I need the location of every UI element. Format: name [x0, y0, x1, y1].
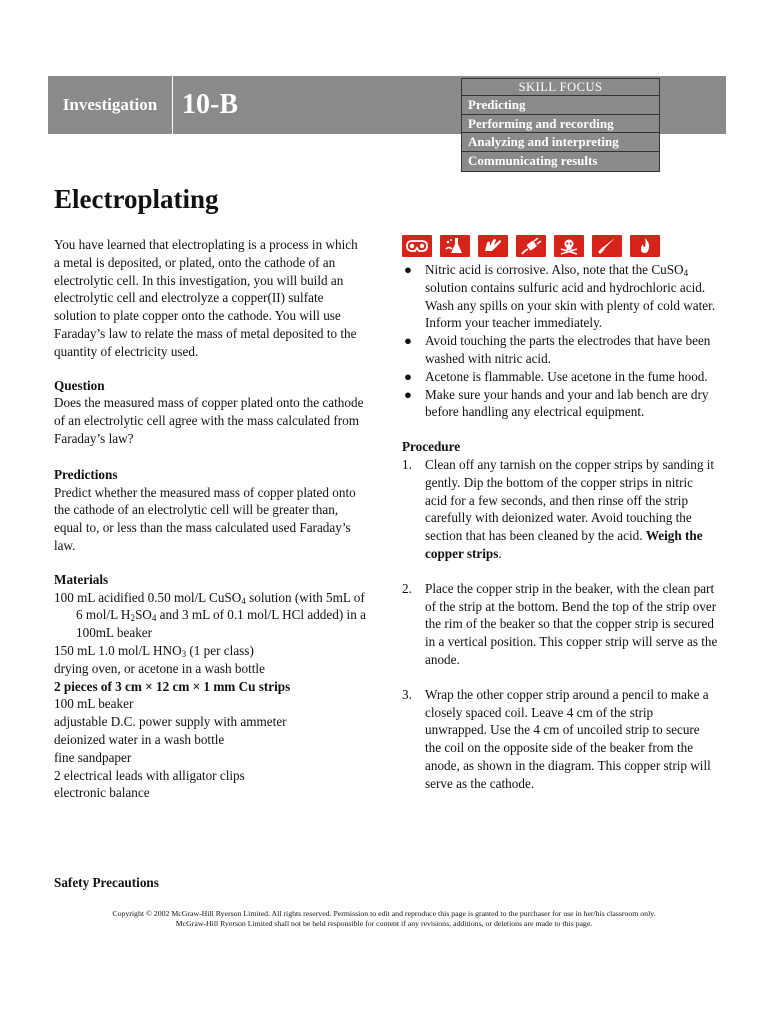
procedure-step: 2. Place the copper strip in the beaker, with the clean part of the strip at the bottom. Bend the top of the strip over the rim of the beaker so that the copper strip is secured in a vertical position. This copper strip will serve as the anode.: [402, 580, 718, 667]
bullet-marker: ●: [404, 333, 412, 349]
safety-bullet: ● Nitric acid is corrosive. Also, note that the CuSO$_4$ solution contains sulfuric acid and hydrochloric acid. Wash any spills on your skin with plenty of cold water. Inform your teacher immediately.: [404, 262, 716, 331]
eye-protection-icon: [402, 235, 432, 257]
safety-bullet: ● Make sure your hands and your and lab bench are dry before handling any electrical equipment.: [404, 386, 709, 420]
predictions-heading: Predictions: [54, 466, 118, 482]
question-heading: Question: [54, 377, 105, 393]
electrical-safety-icon: [516, 235, 546, 257]
material-item: 100 mL beaker: [54, 696, 134, 712]
material-item: fine sandpaper: [54, 749, 132, 765]
materials-section: [54, 571, 366, 802]
bullet-marker: ●: [404, 368, 412, 384]
sharp-object-icon: [592, 235, 622, 257]
bullet-marker: ●: [404, 386, 412, 402]
copyright-footer: [60, 909, 708, 929]
header-divider: [172, 76, 173, 134]
material-item: 100 mL acidified 0.50 mol/L CuSO$_4$ solution (with 5mL of 6 mol/L $H_2SO_4$ and 3 mL of 0.1 mol/L HCl added) in a 100mL beaker: [54, 589, 366, 641]
page-title: Electroplating: [54, 184, 219, 214]
material-item: electronic balance: [54, 785, 150, 801]
chemical-hazard-icon: [440, 235, 470, 257]
safety-icon-row: [402, 235, 718, 259]
material-item: 2 electrical leads with alligator clips: [54, 767, 245, 783]
skill-focus-item: Analyzing and interpreting: [462, 133, 659, 152]
hand-protection-icon: [478, 235, 508, 257]
right-column: [402, 235, 718, 810]
material-item: adjustable D.C. power supply with ammeter: [54, 714, 287, 730]
safety-bullet: ● Acetone is flammable. Use acetone in the fume hood.: [404, 368, 708, 384]
material-item: drying oven, or acetone in a wash bottle: [54, 660, 265, 676]
investigation-number: 10-B: [182, 89, 238, 120]
skill-focus-item: Predicting: [462, 96, 659, 115]
bullet-marker: ●: [404, 262, 412, 277]
investigation-label: Investigation: [62, 95, 158, 114]
question-text: Does the measured mass of copper plated onto the cathode of an electrolytic cell agree with the mass calculated from Faraday’s law?: [54, 395, 364, 446]
predictions-section: [54, 466, 366, 555]
toxic-hazard-icon: [554, 235, 584, 257]
material-item: deionized water in a wash bottle: [54, 731, 225, 747]
skill-focus-title: SKILL FOCUS: [462, 79, 659, 96]
intro-paragraph: You have learned that electroplating is a process in which a metal is deposited, or plated, onto the cathode of an electrolytic cell. In this investigation, you will build an electrolytic cell and electrolyze a copper(II) sulfate solution to plate copper onto the cathode. You will use Faraday’s law to relate the mass of metal deposited to the quantity of electricity used.: [54, 237, 358, 359]
safety-bullets: [402, 261, 718, 421]
skill-focus-item: Communicating results: [468, 152, 598, 168]
flammable-icon: [630, 235, 660, 257]
material-item: 2 pieces of 3 cm × 12 cm × 1 mm Cu strips: [54, 678, 291, 694]
material-item: 150 mL 1.0 mol/L $HNO_3$ (1 per class): [54, 642, 254, 659]
safety-bullet: ● Avoid touching the parts the electrodes that have been washed with nitric acid.: [404, 333, 711, 366]
skill-focus-item: Performing and recording: [462, 115, 659, 134]
procedure-step: 1. Clean off any tarnish on the copper strips by sanding it gently. Dip the bottom of the copper strips in nitric acid for a few seconds, and then rinse off the strip carefully with deionized water. Avoid touching the section that has been cleaned by the acid. Weigh the copper strips.: [402, 456, 715, 561]
safety-heading: Safety Precautions: [54, 875, 159, 890]
procedure-step: 3. Wrap the other copper strip around a pencil to make a closely spaced coil. Leave 4 cm of the strip unwrapped. Use the 4 cm of uncoiled strip to secure the coil on the opposite side of the beaker from the anode, as shown in the diagram. This copper strip will serve as the cathode.: [402, 686, 711, 791]
predictions-text: Predict whether the measured mass of copper plated onto the cathode of an electrolytic cell will be greater than, equal to, or less than the mass calculated used Faraday’s law.: [54, 484, 356, 553]
footer-line: McGraw-Hill Ryerson Limited shall not be held responsible for content if any revisions, additions, or deletions are made to this page.: [175, 919, 593, 928]
left-column: [54, 236, 366, 802]
materials-heading: Materials: [54, 571, 109, 587]
procedure-heading: Procedure: [402, 439, 461, 455]
footer-line: Copyright © 2002 McGraw-Hill Ryerson Limited. All rights reserved. Permission to edit and reproduce this page is granted to the purchaser for use in her/his classroom only.: [112, 909, 656, 918]
question-section: [54, 377, 366, 448]
skill-focus-box: [461, 78, 660, 172]
procedure-steps: [402, 456, 718, 793]
